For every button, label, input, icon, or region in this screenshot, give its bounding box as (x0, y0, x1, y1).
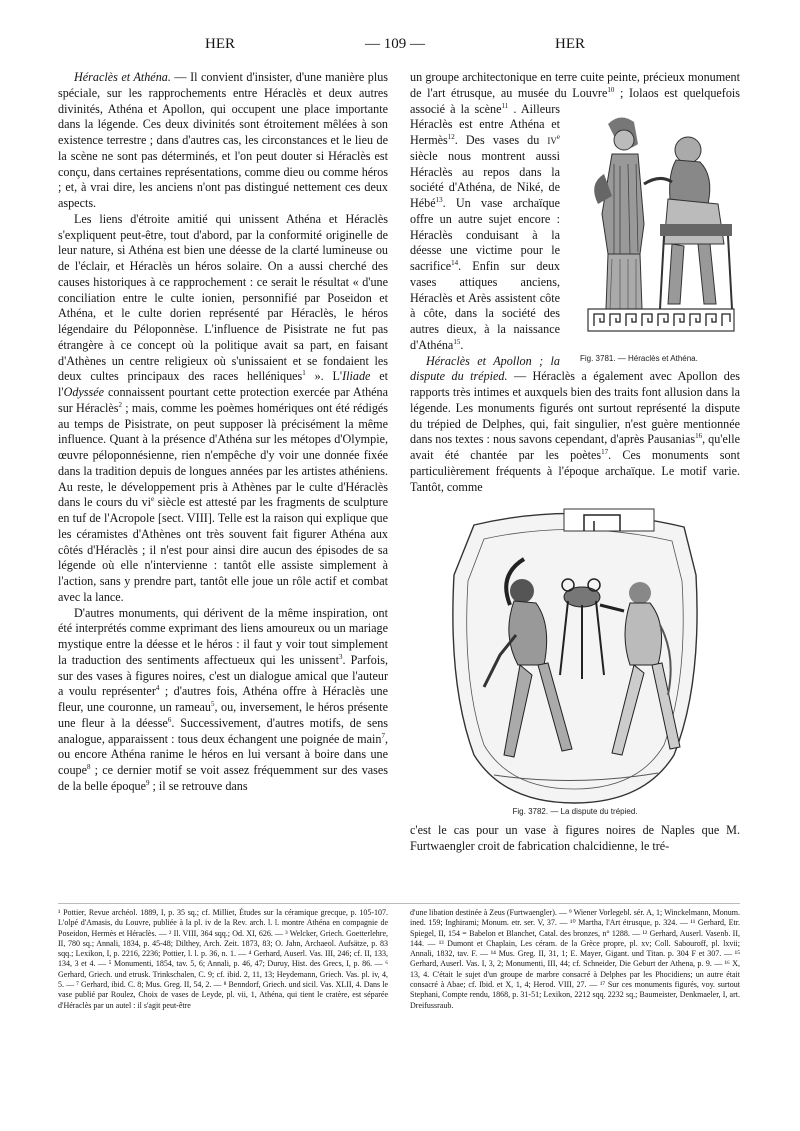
paragraph-text: c'est le cas pour un vase à figures noires de Naples que M. Furtwaengler croit de fabrication chalcidienne, le tré- (410, 823, 740, 853)
paragraph-text: . Ailleurs Héraclès est entre Athéna et Hermès (410, 101, 561, 147)
footnote-ref: 10 (607, 85, 615, 94)
paragraph-text: . Enfin sur deux vases attiques anciens, Héraclès et Arès assistent côte à côte, dans la société des autres dieux, à la naissance d'Athéna (410, 259, 560, 352)
paragraph-heracles-apollon (410, 354, 740, 496)
paragraph-text: . Successivement, d'autres motifs, de sens analogue, apparaissent : tous deux échangent une poignée de main (58, 715, 388, 746)
footnote-ref: 3 (339, 652, 343, 661)
title-iliade: Iliade (342, 369, 371, 384)
paragraph-text: . Ces monuments sont particulièrement fréquents à l'époque archaïque. Le motif varie. Tantôt, comme (410, 448, 740, 494)
paragraph-text: ; mais, comme les poèmes homériques ont été rédigés au temps de Pisistrate, on peut supposer là précisément la même influence. Quant à la présence d'Athéna sur les métopes d'Olympie, œuvre péloponnésienne, rien n'empêche d'y voir une donnée fixée dans la tradition depuis de longues années par les artistes athéniens. Au reste, le développement pris à Athènes par le culte d'Héraclès dans le cours du vi (58, 400, 389, 510)
figure-3781 (568, 104, 740, 366)
paragraph-text: connaissent pourtant cette protection exercée par Athéna sur Héraclès (58, 385, 388, 415)
paragraph-text: siècle nous montrent aussi Héraclès au repos dans la société d'Athéna, de Niké, de Hébé (410, 148, 560, 210)
paragraph-liens (58, 212, 388, 606)
paragraph-text: — Il convient d'insister, d'une manière plus spéciale, sur les rapprochements entre Héraclès et deux autres divinités, Athéna et Apollon, qui occupent une place importante dans la légende. Ces deux divinités sont étroitement mêlées à son existence terrestre ; dans d'autres cas, les circonstances et le lieu de la scène ne sont pas déterminés, et l'on peut douter si Héraclès est conçu, dans certaines représentations, comme dieu ou comme héros ; et, à vrai dire, les anciens n'ont pas distingué nettement ces deux aspects. (58, 70, 388, 210)
paragraph-text: ; Iolaos est quelquefois associé à la scène (410, 85, 741, 116)
paragraph-monuments (58, 606, 388, 795)
footnote-ref: 14 (451, 258, 459, 267)
footnote-ref: 17 (601, 447, 609, 456)
paragraph-text: — Héraclès a également avec Apollon des rapports très intimes et auxquels bien des traits font allusion dans la légende. Les monuments figurés ont surtout représenté la dispute du trépied de Delphes, qui, fait singulier, n'est guère mentionnée dans nos textes : nous savons cependant, d'après Pausanias (410, 369, 740, 447)
title-odyssee: Odyssée (63, 385, 105, 399)
paragraph-etrusque (410, 70, 741, 363)
footnote-ref: 12 (447, 132, 455, 141)
paragraph-text: ; il se retrouve dans (149, 778, 248, 793)
figure-caption: Fig. 3781. — Héraclès et Athéna. (580, 353, 698, 363)
left-column (58, 70, 388, 795)
paragraph-text: . (460, 337, 464, 352)
footnote-ref: 7 (381, 731, 385, 740)
footnote-ref: 9 (145, 778, 150, 787)
running-header (55, 36, 745, 56)
footnote-ref: 11 (501, 101, 509, 110)
superscript: e (556, 132, 560, 141)
footnote-rule (58, 903, 740, 904)
paragraph-text: , ou encore Athéna ranime le héros en lui versant à boire dans une coupe (58, 731, 388, 777)
section-lead: Héraclès et Apollon ; la dispute du trépied. (410, 353, 560, 384)
paragraph-text: Les liens d'étroite amitié qui unissent Athéna et Héraclès s'expliquent peut-être, tout d'abord, par la conformité originelle de leur nature, si Athéna est bien une déesse de la clarté lumineuse ou de l'éclair, et Héraclès un héros solaire. On a aussi cherché des causes historiques à ce rapprochement : ce serait le résultat « d'une conciliation entre le culte ionien, personnifié par Poseidon et Athéna, et le culte dorien représenté par Héraclès, le héros légendaire du Péloponnèse. L'influence de Pisistrate ne fut pas étrangère à ce concept où la politique avait sa part, en faisant d'Athènes un centre religieux où s'unissaient et se fondaient les deux cultes principaux des races helléniques (58, 211, 388, 384)
paragraph-text: ». L' (305, 369, 343, 384)
paragraph-text: . Parfois, sur des vases à figures noires, c'est un dialogue amical que l'auteur a voulu représenter (58, 652, 388, 699)
header-right: HER (555, 36, 585, 52)
right-column (410, 70, 740, 855)
figure-3782 (410, 505, 740, 817)
footnote-ref: 6 (167, 715, 172, 724)
heracles-athena-illustration (568, 104, 740, 354)
footnote-ref: 8 (87, 762, 91, 771)
section-lead: Héraclès et Athéna. (74, 70, 171, 84)
footnote-ref: 5 (211, 699, 215, 708)
paragraph-continuation (410, 823, 740, 855)
footnote-ref: 2 (118, 400, 123, 409)
header-left: HER (205, 36, 235, 52)
paragraph-text: . Un vase archaïque offre un autre sujet encore : Héraclès conduisant à la déesse une victime pour le sacrifice (410, 196, 560, 273)
paragraph-text: D'autres monuments, qui dérivent de la même inspiration, ont été interprétés comme exprimant des liens amoureux ou un mariage mystique entre la déesse et le héros : il faut y voir tout simplement la traduction des sentiments affectueux qui les unissent (58, 605, 388, 667)
footnote-ref: 1 (302, 369, 306, 378)
paragraph-text: et l' (58, 369, 389, 399)
tripod-dispute-illustration (444, 505, 706, 805)
footnote-ref: 15 (453, 337, 461, 346)
paragraph-text: siècle est attesté par les fragments de sculpture en tuf de l'Acropole [sect. VIII]. Telle est la raison qui explique que les céramistes d'Athènes ont très souvent fait figurer Athéna aux côtés d'Héraclès ; il n'est pour ainsi dire aucun des épisodes de sa légende où elle n'intervienne : tantôt elle assiste simplement à l'action, sans y prendre part, tantôt elle joue un rôle actif et combat avec la lance. (58, 495, 388, 604)
paragraph-text: un groupe architectonique en terre cuite peinte, précieux monument de l'art étrusque, au musée du Louvre (410, 70, 740, 100)
paragraph-text: , qu'elle avait été chantée par les poètes (410, 432, 740, 462)
footnotes-left: ¹ Pottier, Revue archéol. 1889, I, p. 35 sq.; cf. Milliet, Études sur la céramique grecque, p. 105-107. L'olpé d'Amasis, du Louvre, publiée à la pl. iv de la Rev. arch. l. l. montre Athéna en compagnie de Poseidon, Hermès et Héraclès. — ² Il. VIII, 364 sqq.; Od. XI, 626. — ³ Welcker, Griech. Goetterlehre, II, 780 sq.; Annali, 1834, p. 45-48; Dilthey, Arch. Zeit. 1873, 83; O. Jahn, Archaeol. Aufsätze, p. 83 sqq.; Lexikon, I, p. 2216, 2236; Pottier, l. l. p. 36, n. 1. — ⁴ Gerhard, Auserl. Vas. III, 246; cf. II, 133, 134, 3 et 4. — ⁵ Monumenti, 1854, tav. 5, 6; Annali, p. 46, 47; Duruy, Hist. des Grecs, I, p. 86. — ⁶ Gerhard, Griech. und etrusk. Trinkschalen, C. 9; cf. ibid. 2, 11, 13; Heydemann, Griech. Vas. pl. iv, 4, 5. — ⁷ Gerhard, ibid. C. 8; Mus. Greg. II, 54, 2. — ⁸ Benndorf, Griech. und sicil. Vas. XLII, 4. Dans le vase publié par Roulez, Choix de vases de Leyde, pl. vii, 1, Athéna, qui tient le cratère, est séparée d'Héraclès par un autel : il s'agit peut-être (58, 908, 388, 1010)
figure-caption: Fig. 3782. — La dispute du trépied. (512, 807, 638, 817)
paragraph-heracles-athena (58, 70, 388, 212)
footnote-ref: 4 (155, 684, 160, 693)
paragraph-text: ; d'autres fois, Athéna offre à Héraclès une fleur, une couronne, un rameau (58, 684, 388, 714)
page-number: — 109 — (365, 36, 425, 52)
footnote-ref: 13 (435, 195, 443, 204)
footnotes-right: d'une libation destinée à Zeus (Furtwaengler). — ⁹ Wiener Vorlegebl. sér. A, 1; Winckelmann, Monum. ined. 159; Inghirami; Monum. etr. ser. V, 37. — ¹⁰ Martha, l'Art étrusque, p. 324. — ¹¹ Gerhard, Etr. Spiegel, II, 154 = Babelon et Blanchet, Catal. des bronzes, n° 1288. — ¹² Gerhard, Auserl. Vasenb. II, 144. — ¹³ Dumont et Chaplain, Les céram. de la Grèce propre, pl. xv; Coll. Sabouroff, pl. lxvii; Annali, 1832, tav. F. — ¹⁴ Mus. Greg. II, 31, 1; E. Mayer, Gigant. und Titan. p. 304 F et 307. — ¹⁵ Gerhard, Auserl. Vas. I, 3, 2; Monumenti, III, 44; cf. Schneider, Die Geburt der Athena, p. 9. — ¹⁶ X, 13, 4. C'était le sujet d'un groupe de marbre consacré à Delphes par les Phocidiens; un autre était consacré à Abae; cf. Ibid. et X, 1, 4; Herod. VIII, 27. — ¹⁷ Sur ces monuments figurés, voy. surtout Stephani, Compte rendu, 1868, p. 31-51; Lexikon, 2212 sqq. 2232 sq.; Baumeister, Denkmaeler, I, art. Dreifussraub. (410, 908, 740, 1010)
superscript: e (151, 495, 155, 504)
footnote-ref: 16 (695, 432, 703, 441)
paragraph-text: , ou, inversement, le héros présente une fleur à la déesse (58, 700, 388, 730)
paragraph-text: . Des vases du (454, 133, 548, 147)
roman-numeral: iv (547, 133, 557, 147)
paragraph-text: ; ce dernier motif se voit assez fréquemment sur des vases de la belle époque (58, 763, 388, 793)
